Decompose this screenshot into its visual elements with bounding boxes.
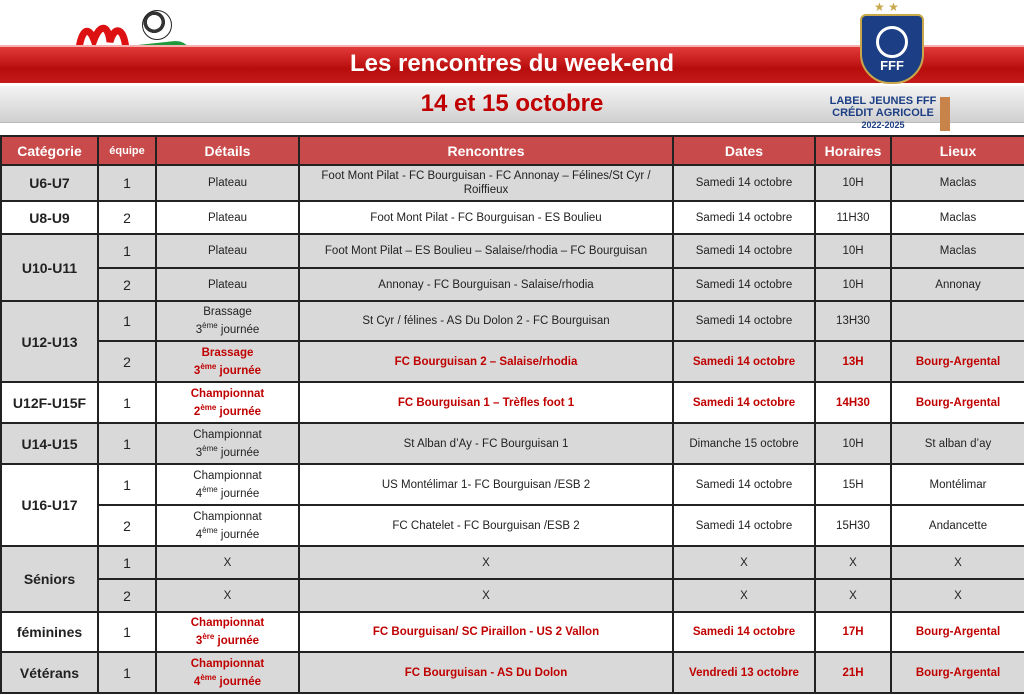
cell-date: Samedi 14 octobre [673,612,815,652]
cell-details [156,268,299,301]
cell-details [156,201,299,234]
cell-date: Samedi 14 octobre [673,201,815,234]
cell-details-journee: journée [217,528,260,541]
table-row [1,652,1024,693]
cell-details-type: Championnat [190,657,265,670]
cell-details [156,652,299,693]
cell-horaire: 17H [815,612,891,652]
cell-equipe: 2 [98,579,156,612]
label-line2: CRÉDIT AGRICOLE [832,107,934,119]
fff-logo-text: FFF [880,58,904,73]
cell-date: Dimanche 15 octobre [673,423,815,464]
table-row [1,382,1024,423]
col-header-horaires: Horaires [815,136,891,165]
cell-rencontre-text: FC Bourguisan 1 – Trèfles foot 1 [397,396,575,409]
label-jeunes [828,95,938,131]
cell-rencontre-text: US Montélimar 1- FC Bourguisan /ESB 2 [381,478,591,491]
cell-rencontre [299,612,673,652]
cell-horaire: 14H30 [815,382,891,423]
cell-lieu: Annonay [891,268,1024,301]
cell-details-sup: ème [202,443,218,453]
cell-rencontre [299,165,673,201]
table-header-row [1,136,1024,165]
cell-rencontre-text: Foot Mont Pilat - FC Bourguisan - ES Boulieu [370,211,602,224]
cell-equipe: 1 [98,652,156,693]
cell-lieu: Maclas [891,201,1024,234]
cell-details-journee: journée [216,405,262,418]
page-subtitle: 14 et 15 octobre [420,90,604,117]
cell-details-round: 3 [195,446,203,459]
table-row [1,201,1024,234]
cell-details-type: Plateau [207,211,247,224]
cell-rencontre-text: X [482,556,490,569]
table-row [1,579,1024,612]
cell-rencontre [299,579,673,612]
cell-rencontre-text: X [482,589,490,602]
cell-date: Samedi 14 octobre [673,234,815,268]
cell-categorie: Vétérans [1,652,98,693]
cell-equipe: 1 [98,165,156,201]
cell-rencontre-text: Foot Mont Pilat – ES Boulieu – Salaise/rhodia – FC Bourguisan [324,245,648,257]
cell-rencontre-text: FC Bourguisan/ SC Piraillon - US 2 Vallon [372,626,600,638]
cell-lieu: Bourg-Argental [891,382,1024,423]
table-row [1,234,1024,268]
cell-details-journee: journée [217,323,260,336]
cell-details-type: Brassage [201,346,254,359]
label-side-bar [940,97,950,131]
cell-details-type: Championnat [190,387,265,400]
cell-rencontre [299,201,673,234]
cell-details-type: Championnat [190,617,265,630]
cell-date: X [673,579,815,612]
col-header-categorie: Catégorie [1,136,98,165]
cell-lieu: Bourg-Argental [891,652,1024,693]
cell-rencontre [299,464,673,505]
cell-lieu [891,301,1024,341]
table-row [1,464,1024,505]
col-header-lieux: Lieux [891,136,1024,165]
football-icon [142,10,172,40]
cell-details-type: Championnat [193,469,262,482]
cell-details [156,464,299,505]
cell-details [156,546,299,579]
cell-rencontre [299,341,673,382]
cell-equipe: 2 [98,505,156,546]
cell-details-type: Championnat [193,428,262,441]
cell-rencontre-text: St Cyr / félines - AS Du Dolon 2 - FC Bourguisan [362,315,610,327]
label-line1: LABEL JEUNES FFF [829,95,937,107]
cell-details-journee: journée [216,675,262,688]
cell-details [156,234,299,268]
cell-details-sup: ème [200,402,217,412]
cell-horaire: 13H [815,341,891,382]
cell-equipe: 1 [98,612,156,652]
cell-details-type: Plateau [207,278,247,291]
cell-lieu: X [891,579,1024,612]
cell-details [156,505,299,546]
cell-horaire: 10H [815,165,891,201]
cell-details-sup: ème [202,484,218,494]
table-row [1,165,1024,201]
header [0,0,1024,135]
cell-details [156,382,299,423]
cell-date: Vendredi 13 octobre [673,652,815,693]
cell-horaire: 10H [815,268,891,301]
table-row [1,341,1024,382]
cell-date: X [673,546,815,579]
cell-details [156,301,299,341]
cell-categorie: féminines [1,612,98,652]
cell-categorie: U6-U7 [1,165,98,201]
cell-details-type: Plateau [207,245,247,257]
col-header-details: Détails [156,136,299,165]
cell-equipe: 1 [98,464,156,505]
cell-rencontre [299,382,673,423]
cell-horaire: 15H30 [815,505,891,546]
cell-rencontre [299,505,673,546]
cell-date: Samedi 14 octobre [673,382,815,423]
cell-rencontre-text: FC Bourguisan 2 – Salaise/rhodia [394,355,578,368]
cell-details-round: 3 [195,634,203,647]
cell-date: Samedi 14 octobre [673,464,815,505]
cell-equipe: 2 [98,341,156,382]
cell-details-round: 3 [193,364,201,377]
stars-icon: ★ ★ [874,0,899,14]
cell-categorie: U12-U13 [1,301,98,382]
cell-date: Samedi 14 octobre [673,505,815,546]
cell-horaire: 10H [815,423,891,464]
cell-date: Samedi 14 octobre [673,268,815,301]
cell-details [156,341,299,382]
cell-horaire: X [815,579,891,612]
table-row [1,268,1024,301]
cell-details-type: Championnat [193,510,262,523]
cell-rencontre-text: Foot Mont Pilat - FC Bourguisan - FC Annonay – Félines/St Cyr / Roiffieux [321,170,651,196]
table-row [1,505,1024,546]
cell-equipe: 1 [98,423,156,464]
col-header-equipe: équipe [98,136,156,165]
cell-date: Samedi 14 octobre [673,165,815,201]
cell-lieu: Maclas [891,234,1024,268]
cell-details-round: 4 [195,487,203,500]
cell-equipe: 1 [98,546,156,579]
fff-logo [858,0,928,86]
cell-horaire: 13H30 [815,301,891,341]
cell-details [156,579,299,612]
cell-rencontre [299,423,673,464]
cell-lieu: X [891,546,1024,579]
schedule-table [0,135,1024,694]
cell-equipe: 2 [98,201,156,234]
cell-categorie: U12F-U15F [1,382,98,423]
cell-details [156,165,299,201]
cell-categorie: U16-U17 [1,464,98,546]
cell-rencontre [299,268,673,301]
cell-date: Samedi 14 octobre [673,301,815,341]
cell-categorie: U10-U11 [1,234,98,301]
cell-equipe: 2 [98,268,156,301]
cell-details-sup: ème [200,361,217,371]
cell-details-journee: journée [217,487,260,500]
cell-lieu: St alban d’ay [891,423,1024,464]
table-row [1,546,1024,579]
cell-equipe: 1 [98,234,156,268]
cell-details-sup: ème [200,672,217,682]
cell-lieu: Bourg-Argental [891,341,1024,382]
cell-rencontre [299,234,673,268]
cell-categorie: U14-U15 [1,423,98,464]
cell-details-journee: journée [217,446,260,459]
cell-rencontre-text: FC Bourguisan - AS Du Dolon [404,666,568,679]
cell-categorie: U8-U9 [1,201,98,234]
cell-details-journee: journée [216,364,262,377]
cell-details-type: Plateau [207,177,247,189]
cell-details [156,612,299,652]
cell-details-type: X [223,556,232,569]
cell-details-sup: ème [202,525,218,535]
page-title: Les rencontres du week-end [349,50,675,77]
cell-details-type: Brassage [203,306,252,319]
cell-rencontre [299,301,673,341]
cell-details-round: 3 [195,323,203,336]
cell-details-round: 4 [195,528,203,541]
cell-rencontre [299,546,673,579]
label-years: 2022-2025 [861,120,905,130]
cell-details-sup: ème [202,321,218,331]
cell-rencontre-text: St Alban d’Ay - FC Bourguisan 1 [403,437,569,450]
cell-horaire: X [815,546,891,579]
cell-details-sup: ère [202,632,215,642]
fff-shield-icon [860,14,924,84]
cell-lieu: Bourg-Argental [891,612,1024,652]
cell-horaire: 15H [815,464,891,505]
cell-date: Samedi 14 octobre [673,341,815,382]
cell-categorie: Séniors [1,546,98,612]
cell-details [156,423,299,464]
table-row [1,423,1024,464]
cell-lieu: Maclas [891,165,1024,201]
cell-equipe: 1 [98,382,156,423]
cell-lieu: Montélimar [891,464,1024,505]
cell-details-round: 2 [193,405,201,418]
cell-rencontre-text: FC Chatelet - FC Bourguisan /ESB 2 [392,519,580,532]
cell-rencontre-text: Annonay - FC Bourguisan - Salaise/rhodia [378,278,594,291]
cell-details-type: X [223,589,232,602]
cell-details-round: 4 [193,675,201,688]
table-row [1,612,1024,652]
col-header-dates: Dates [673,136,815,165]
cell-lieu: Andancette [891,505,1024,546]
cell-horaire: 11H30 [815,201,891,234]
cell-rencontre [299,652,673,693]
cell-horaire: 21H [815,652,891,693]
rooster-icon [876,26,908,58]
table-row [1,301,1024,341]
cell-horaire: 10H [815,234,891,268]
cell-details-journee: journée [214,634,260,647]
cell-equipe: 1 [98,301,156,341]
col-header-rencontres: Rencontres [299,136,673,165]
